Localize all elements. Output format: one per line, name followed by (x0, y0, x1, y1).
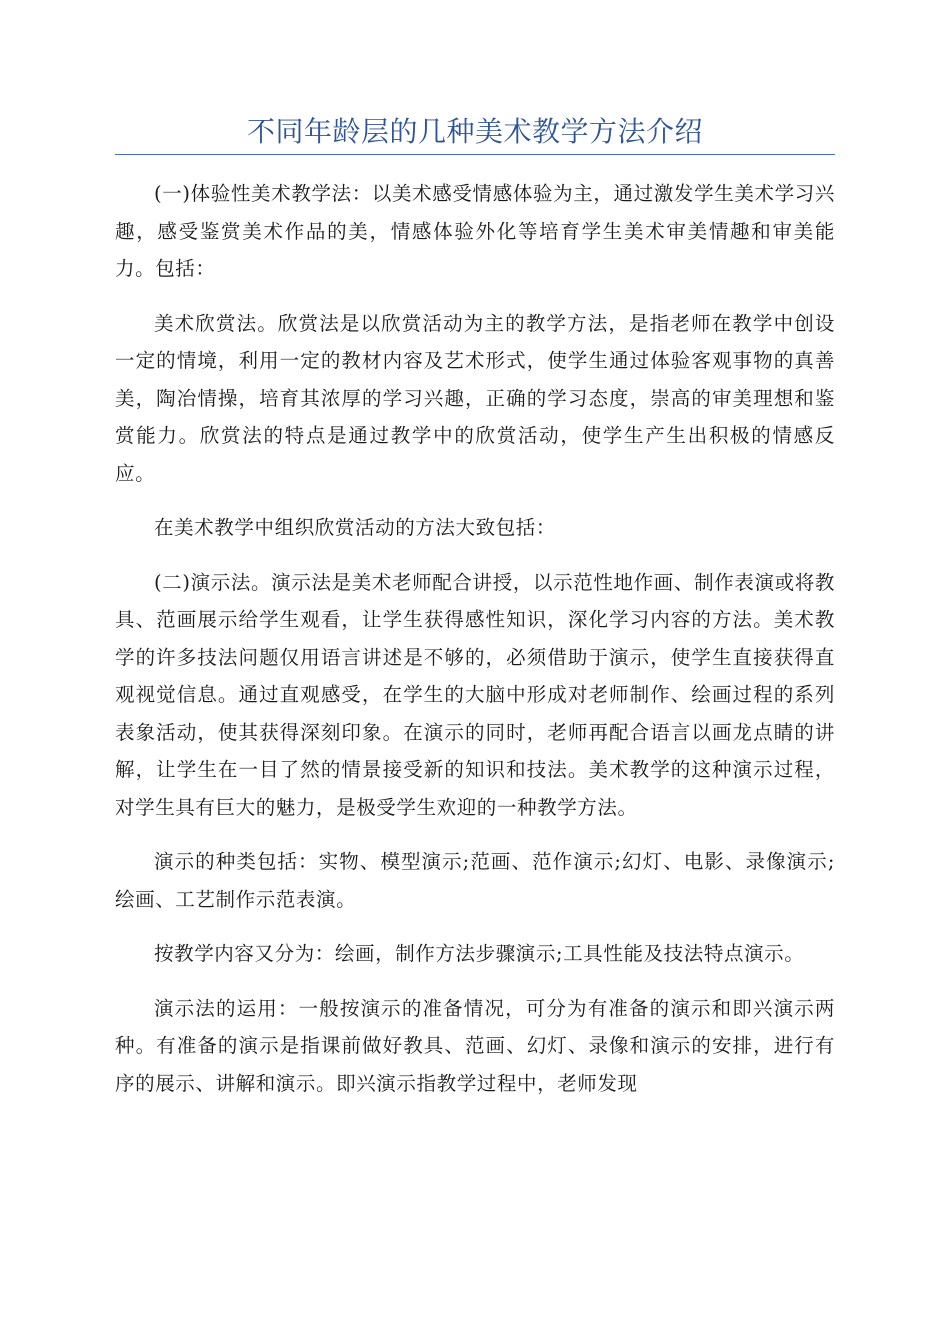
paragraph-demonstration-usage: 演示法的运用：一般按演示的准备情况，可分为有准备的演示和即兴演示两种。有准备的演示是指课前做好教具、范画、幻灯、录像和演示的安排，进行有序的展示、讲解和演示。即兴演示指教学过程中，老师发现 (115, 996, 835, 1095)
document-page (115, 112, 835, 1119)
paragraph-experiential-method: (一)体验性美术教学法：以美术感受情感体验为主，通过激发学生美术学习兴趣，感受鉴赏美术作品的美，情感体验外化等培育学生美术审美情趣和审美能力。包括： (115, 182, 835, 280)
paragraph-demonstration-types: 演示的种类包括：实物、模型演示;范画、范作演示;幻灯、电影、录像演示;绘画、工艺制作示范表演。 (115, 850, 835, 911)
document-title: 不同年龄层的几种美术教学方法介绍 (246, 115, 703, 148)
paragraph-demonstration-method: (二)演示法。演示法是美术老师配合讲授，以示范性地作画、制作表演或将教具、范画展示给学生观看，让学生获得感性知识，深化学习内容的方法。美术教学的许多技法问题仅用语言讲述是不够的，必须借助于演示，使学生直接获得直观视觉信息。通过直观感受，在学生的大脑中形成对老师制作、绘画过程的系列表象活动，使其获得深刻印象。在演示的同时，老师再配合语言以画龙点睛的讲解，让学生在一目了然的情景接受新的知识和技法。美术教学的这种演示过程，对学生具有巨大的魅力，是极受学生欢迎的一种教学方法。 (115, 570, 835, 819)
paragraph-appreciation-activities: 在美术教学中组织欣赏活动的方法大致包括： (154, 516, 557, 539)
paragraph-content-types: 按教学内容又分为：绘画，制作方法步骤演示;工具性能及技法特点演示。 (154, 942, 805, 965)
paragraph-appreciation-method: 美术欣赏法。欣赏法是以欣赏活动为主的教学方法，是指老师在教学中创设一定的情境，利用一定的教材内容及艺术形式，使学生通过体验客观事物的真善美，陶冶情操，培育其浓厚的学习兴趣，正确的学习态度，崇高的审美理想和鉴赏能力。欣赏法的特点是通过教学中的欣赏活动，使学生产生出积极的情感反应。 (115, 311, 835, 485)
title-underline (115, 154, 835, 155)
